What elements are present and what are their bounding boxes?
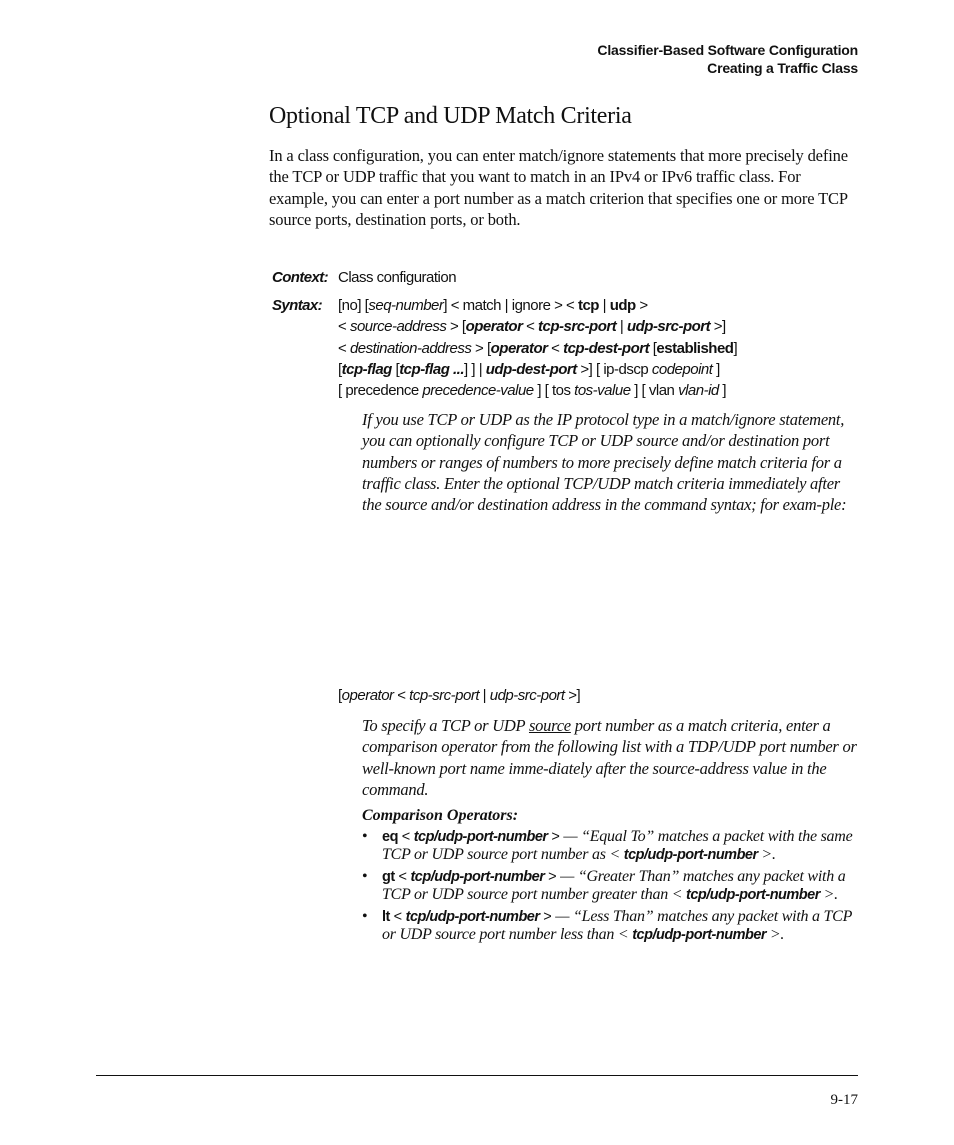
header-chapter: Classifier-Based Software Configuration xyxy=(597,42,858,58)
src-port-description: To specify a TCP or UDP source port number as a match criteria, enter a comparison operator from the following list with a TDP/UDP port number or well-known port name imme-diately after the source-address value in the command. xyxy=(362,716,857,799)
list-item: • gt < tcp/udp-port-number > — “Greater Than” matches any packet with a TCP or UDP source port number greater than < tcp/udp-port-number >. xyxy=(362,868,846,903)
syntax-line-2: < source-address > [operator < tcp-src-port | udp-src-port >] xyxy=(338,318,726,336)
header-section: Creating a Traffic Class xyxy=(707,60,858,76)
syntax-line-5: [ precedence precedence-value ] [ tos tos-value ] [ vlan vlan-id ] xyxy=(338,382,727,400)
intro-paragraph: In a class configuration, you can enter match/ignore statements that more precisely define the TCP or UDP traffic that you want to match in an IPv4 or IPv6 traffic class. For example, you can enter a port number as a match criterion that specifies one or more TCP source ports, destination ports, or both. xyxy=(269,146,848,229)
section-title: Optional TCP and UDP Match Criteria xyxy=(269,103,632,129)
context-label: Context: xyxy=(272,269,329,286)
comparison-operators-heading: Comparison Operators: xyxy=(362,807,519,824)
page-number: 9-17 xyxy=(830,1092,858,1108)
syntax-line-4: [tcp-flag [tcp-flag ...] ] | udp-dest-port >] [ ip-dscp codepoint ] xyxy=(338,360,720,378)
syntax-label: Syntax: xyxy=(272,297,322,314)
footer-rule xyxy=(96,1075,858,1076)
syntax-line-1: [no] [seq-number] < match | ignore > < tcp | udp > xyxy=(338,297,648,314)
list-item: • eq < tcp/udp-port-number > — “Equal To” matches a packet with the same TCP or UDP source port number as < tcp/udp-port-number >. xyxy=(362,828,853,863)
list-item: • lt < tcp/udp-port-number > — “Less Than” matches any packet with a TCP or UDP source port number less than < tcp/udp-port-number >. xyxy=(362,908,852,943)
syntax-description: If you use TCP or UDP as the IP protocol type in a match/ignore statement, you can optionally configure TCP or UDP source and/or destination port numbers or ranges of numbers to more precisely define match criteria for a traffic class. Enter the optional TCP/UDP match criteria immediately after the source and/or destination address in the command syntax; for exam-ple: xyxy=(362,410,847,515)
src-port-syntax: [operator < tcp-src-port | udp-src-port >] xyxy=(338,687,581,704)
running-header xyxy=(597,41,858,77)
context-value: Class configuration xyxy=(338,269,457,286)
comparison-operators-list xyxy=(362,828,858,948)
syntax-block xyxy=(338,295,868,401)
syntax-line-3: < destination-address > [operator < tcp-dest-port [established] xyxy=(338,339,738,357)
